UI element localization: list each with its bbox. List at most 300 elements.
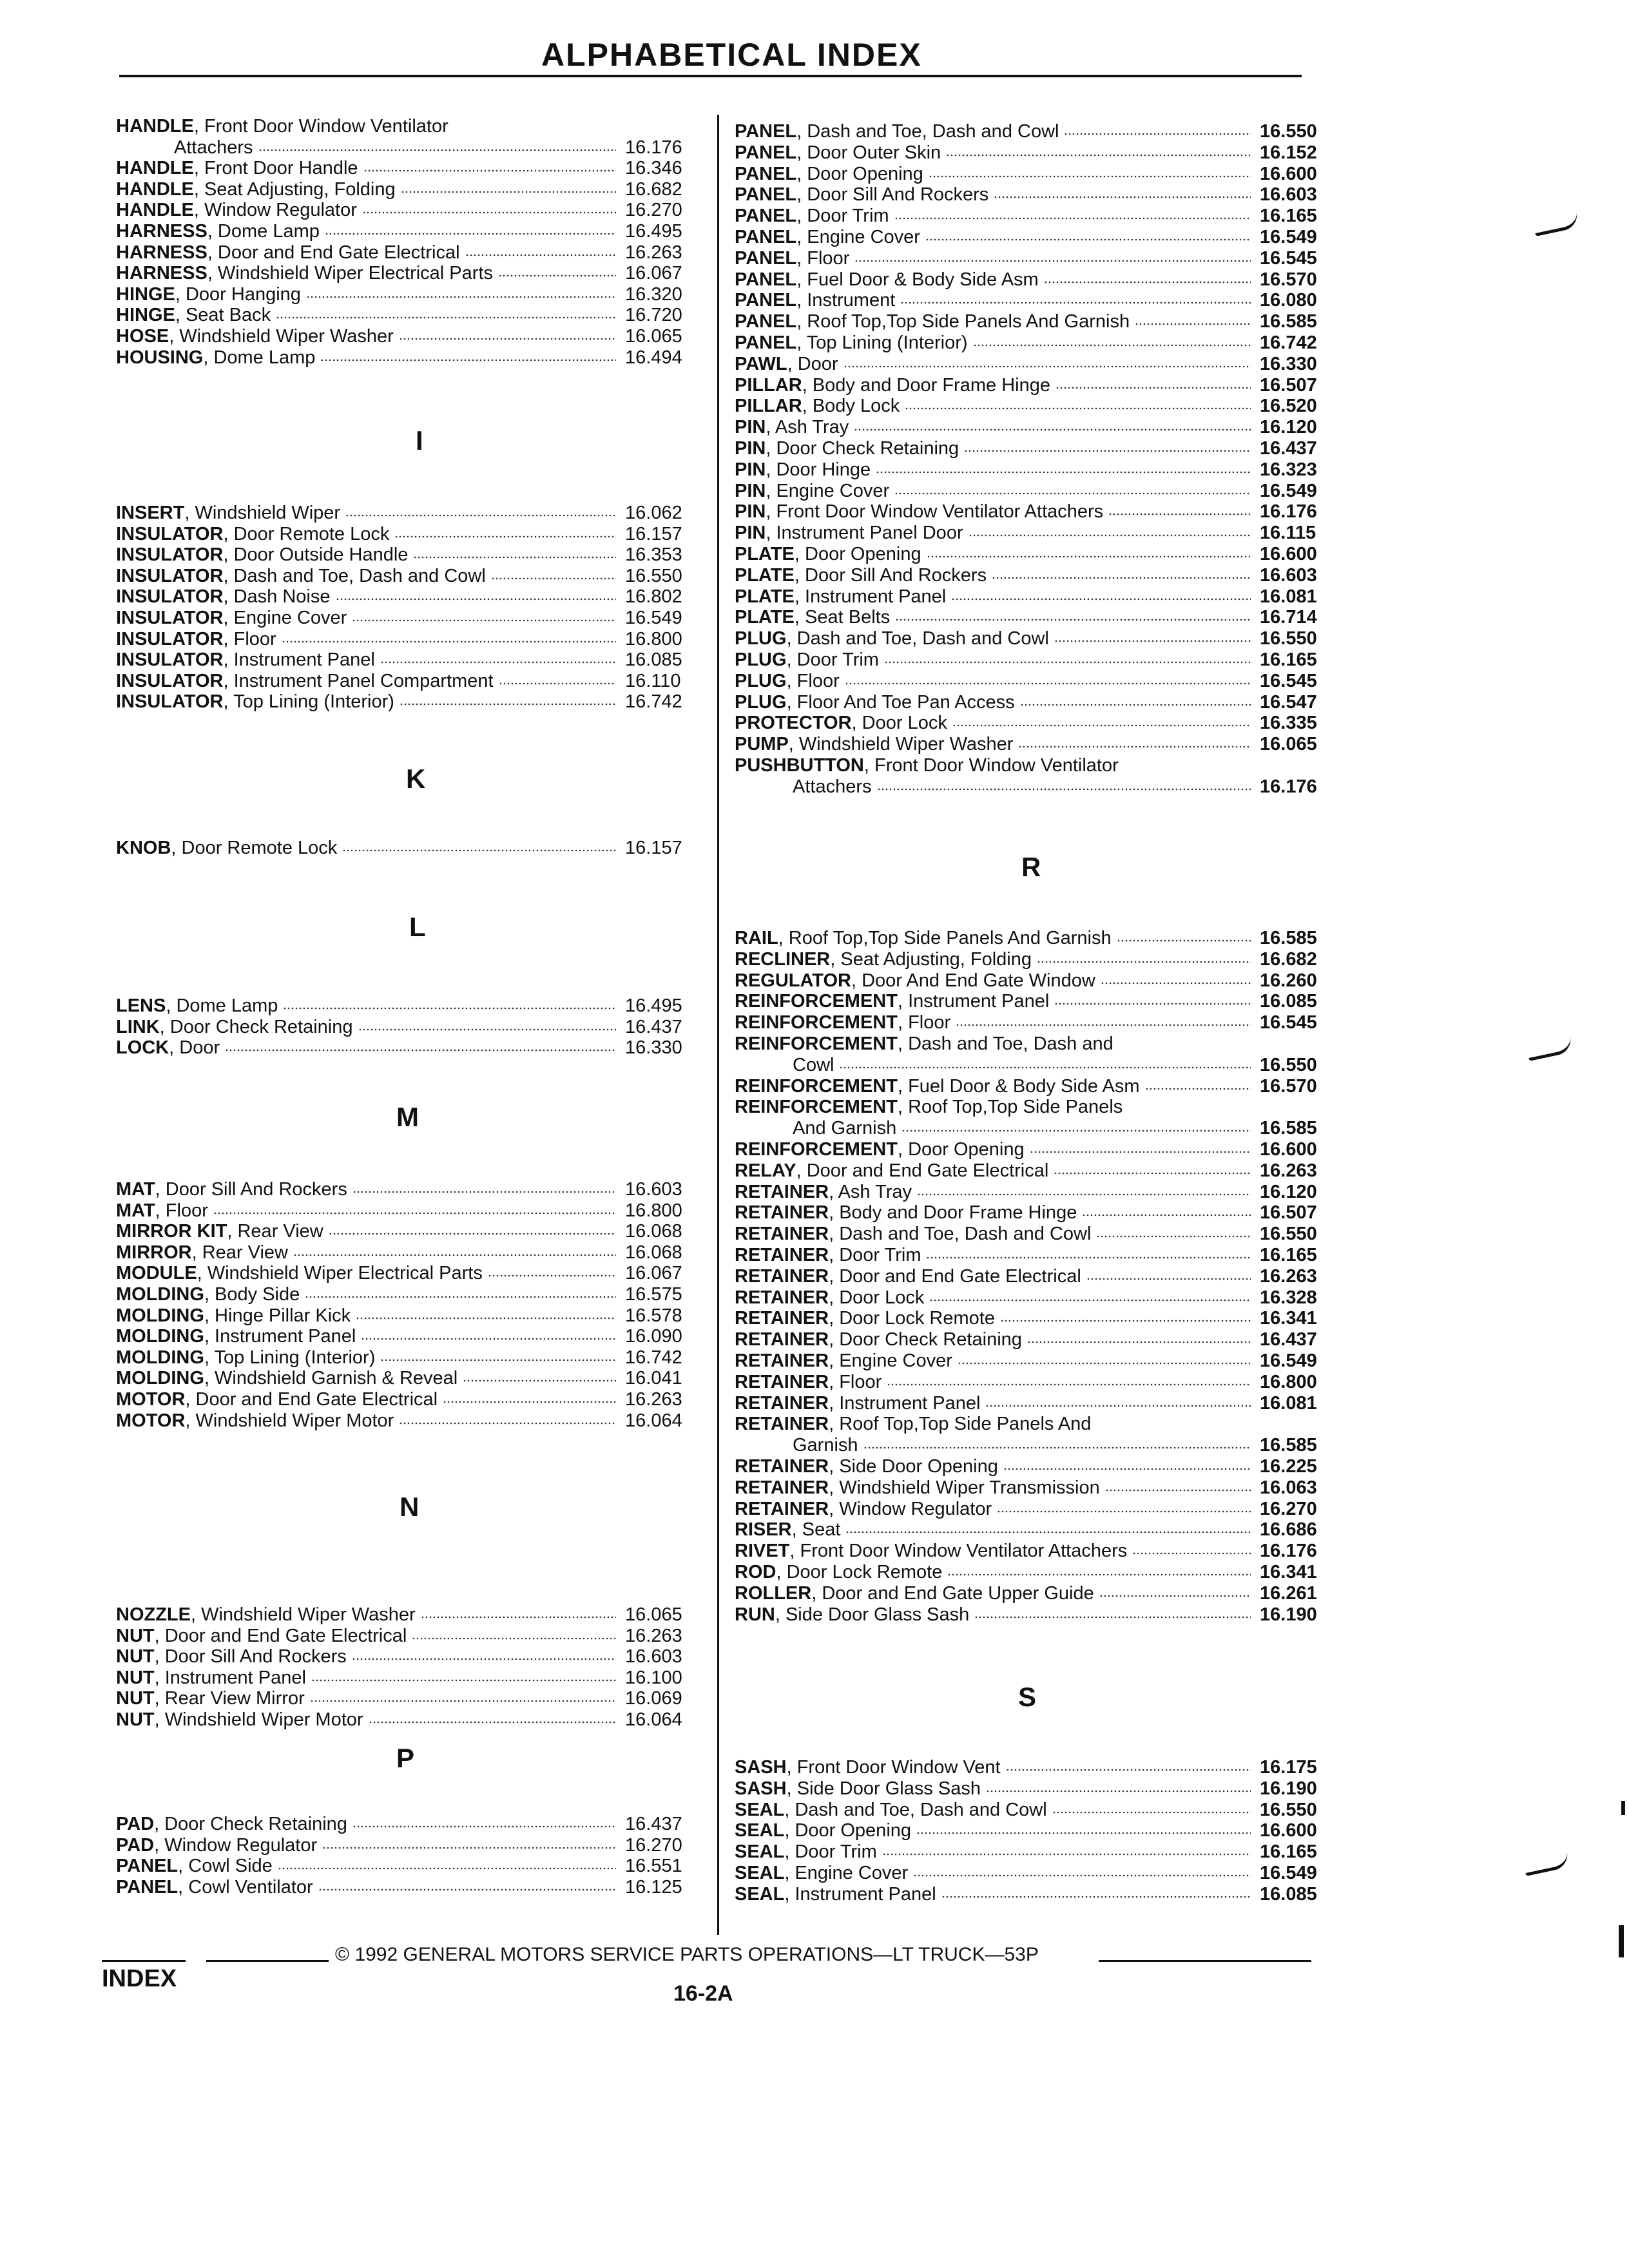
entry-reference-number: 16.800 [1260,1372,1317,1392]
entry-keyword: PLUG [735,692,787,713]
entry-label [116,1368,458,1389]
footer-copyright: © 1992 GENERAL MOTORS SERVICE PARTS OPERATIONS—LT TRUCK—53P [335,1944,1039,1965]
entry-keyword: INSULATOR [116,544,224,565]
entry-reference-number: 16.065 [625,326,682,347]
entry-keyword: HOSE [116,326,169,347]
entry-description: , Side Door Opening [829,1456,998,1477]
entry-label [116,1037,220,1059]
entry-keyword: PANEL [735,269,797,290]
dot-leader [854,428,1251,431]
entry-label [116,326,394,347]
entry-label [116,1347,375,1369]
entry-keyword: INSULATOR [116,608,224,628]
entry-keyword: SEAL [735,1863,785,1883]
entry-reference-number: 16.603 [1260,565,1317,586]
entry-description: , Door Remote Lock [171,838,338,858]
index-entry [735,1329,1337,1350]
entry-keyword: SASH [735,1778,787,1799]
entry-keyword: PANEL [735,206,797,226]
entry-label [735,1012,950,1033]
entry-keyword: PIN [735,438,766,459]
entry-label [735,184,988,206]
index-entry [735,1562,1337,1583]
entry-label [735,949,1032,970]
entry-reference-number: 16.165 [1260,1245,1317,1265]
dot-leader [1055,387,1251,389]
dot-leader [895,619,1251,621]
entry-keyword: MOTOR [116,1389,186,1410]
index-entry [735,481,1337,502]
entry-description: , Door Sill And Rockers [796,184,989,205]
dot-leader [951,598,1251,601]
entry-keyword: MOTOR [116,1410,186,1431]
entry-reference-number: 16.437 [625,1814,682,1834]
dot-leader [394,535,616,538]
entry-keyword: RETAINER [735,1393,829,1414]
entry-reference-number: 16.494 [625,347,682,368]
entry-description: , Door Lock [851,713,947,733]
entry-label [116,347,315,369]
entry-description: , Door Hinge [766,459,871,480]
section-letter: M [396,1102,419,1132]
dot-leader [974,1616,1251,1619]
entry-description: , Dome Lamp [166,995,278,1016]
page-number: 16-2A [673,1981,733,2006]
entry-reference-number: 16.600 [1260,544,1317,564]
index-entry [735,671,1337,692]
dot-leader [1054,640,1251,642]
dot-leader [1135,323,1251,325]
dot-leader [413,556,616,559]
entry-description: , Windshield Wiper Motor [185,1410,394,1431]
entry-reference-number: 16.549 [1260,1863,1317,1883]
dot-leader [258,149,617,151]
entry-label [735,692,1015,713]
index-entry [735,354,1337,375]
entry-keyword: RETAINER [735,1266,829,1287]
entry-keyword: PANEL [116,1856,178,1876]
entry-reference-number: 16.800 [625,1200,682,1221]
entry-keyword: INSULATOR [116,691,224,712]
entry-description: , Door Opening [897,1139,1025,1160]
entry-description: , Instrument Panel [204,1326,356,1347]
entry-label [735,523,963,544]
entry-reference-number: 16.549 [1260,1350,1317,1371]
index-entry [116,1604,709,1626]
entry-keyword: NUT [116,1709,155,1730]
entry-label [735,164,923,185]
entry-label [735,1224,1091,1245]
index-entry [116,1326,709,1347]
entry-keyword: KNOB [116,838,171,858]
footer-index-label: INDEX [102,1965,177,1992]
index-entry [735,1863,1337,1884]
entry-reference-number: 16.157 [625,524,682,544]
index-entry [735,1583,1337,1604]
entry-description: , Door Check Retaining [154,1814,347,1834]
entry-label [735,1456,998,1477]
entry-label [735,713,947,734]
entry-reference-number: 16.341 [1260,1562,1317,1582]
entry-description: , Dash and Toe, Dash and Cowl [796,121,1059,142]
entry-reference-number: 16.603 [625,1179,682,1200]
entry-reference-number: 16.341 [1260,1308,1317,1329]
entry-description: , Engine Cover [784,1863,909,1883]
entry-description: , Door And End Gate Window [851,970,1095,991]
entry-keyword: PANEL [735,290,797,311]
entry-description: , Door Sill And Rockers [154,1646,347,1667]
entry-reference-number: 16.437 [1260,438,1317,459]
entry-label [735,290,895,311]
entry-description: , Door Trim [786,649,879,670]
index-entry [735,970,1337,992]
index-entry [735,1456,1337,1477]
entry-keyword: PAD [116,1814,155,1834]
entry-label [735,481,889,502]
dot-leader [283,1007,616,1010]
entry-reference-number: 16.110 [625,671,681,691]
dot-leader [1101,982,1251,985]
entry-keyword: PUMP [735,734,789,754]
entry-keyword: INSULATOR [116,649,224,670]
dot-leader [352,1825,616,1828]
entry-keyword: NUT [116,1688,155,1709]
entry-keyword: PIN [735,523,766,543]
dot-leader [322,1847,616,1849]
entry-description: , Door Opening [796,164,923,184]
entry-keyword: RECLINER [735,949,831,970]
dot-leader [380,1359,616,1361]
dot-leader [1044,281,1251,284]
entry-label [735,1435,858,1456]
section-letter: P [396,1743,415,1773]
entry-keyword: INSULATOR [116,629,224,649]
dot-leader [488,1274,616,1277]
entry-reference-number: 16.437 [1260,1329,1317,1350]
entry-label [735,586,946,608]
entry-keyword: RETAINER [735,1499,829,1519]
entry-label [735,1266,1081,1287]
index-entry [735,607,1337,628]
section-letter: L [409,912,426,942]
entry-keyword: MOLDING [116,1305,204,1326]
entry-keyword: RETAINER [735,1477,829,1498]
entry-keyword: HANDLE [116,179,194,200]
index-entry [735,311,1337,332]
index-entry [735,438,1337,459]
entry-keyword: RETAINER [735,1182,829,1202]
entry-keyword: REINFORCEMENT [735,1033,898,1054]
entry-keyword: PANEL [735,142,797,163]
index-entry [735,1841,1337,1863]
entry-keyword: RETAINER [735,1456,829,1477]
entry-label [735,1245,921,1266]
entry-label [735,311,1130,332]
entry-description: Attachers [174,137,253,158]
index-entry [116,179,709,200]
dot-leader [854,260,1251,262]
dot-leader [1108,513,1251,515]
dot-leader [1020,704,1251,706]
entry-description: , Seat [791,1519,841,1540]
entry-reference-number: 16.067 [625,1263,682,1283]
entry-keyword: HINGE [116,305,175,325]
dot-leader [399,338,616,340]
index-entry [116,284,709,305]
entry-reference-number: 16.600 [1260,164,1317,184]
entry-label [116,1667,306,1689]
dot-leader [1018,745,1251,748]
index-entry [116,305,709,326]
entry-reference-number: 16.263 [625,1389,682,1410]
entry-label [116,1242,288,1264]
dot-leader [882,1853,1251,1856]
entry-reference-number: 16.353 [625,544,682,565]
entry-description: , Windshield Garnish & Reveal [204,1368,458,1389]
entry-label [735,1372,882,1393]
entry-description: , Window Regulator [154,1835,318,1856]
entry-label [735,1800,1047,1821]
entry-keyword: PIN [735,481,766,501]
margin-mark [1526,1036,1574,1061]
dot-leader [320,359,616,361]
entry-description: , Door Sill And Rockers [794,565,987,586]
entry-description: , Dome Lamp [207,221,320,242]
dot-leader [845,682,1251,685]
entry-keyword: RETAINER [735,1224,829,1244]
index-entry [735,1224,1337,1245]
entry-keyword: PLATE [735,565,795,586]
index-entry [735,734,1337,755]
entry-keyword: RETAINER [735,1372,829,1392]
index-entry [116,1835,709,1856]
entry-keyword: PAWL [735,354,787,374]
entry-keyword: LINK [116,1017,160,1037]
index-entry [116,1667,709,1689]
entry-label [735,1820,911,1841]
dot-leader [985,1405,1251,1407]
index-entry [116,503,709,524]
entry-description: , Instrument Panel [784,1884,936,1905]
index-entry [116,544,709,566]
entry-label [116,1017,353,1038]
entry-keyword: PANEL [116,1877,178,1898]
entry-keyword: RUN [735,1604,775,1625]
entry-description: , Body Lock [802,396,900,416]
entry-reference-number: 16.270 [1260,1499,1317,1519]
entry-reference-number: 16.550 [1260,1800,1317,1820]
entry-keyword: NUT [116,1626,155,1646]
entry-keyword: PIN [735,501,766,522]
margin-mark [1523,1851,1570,1876]
entry-reference-number: 16.064 [625,1709,682,1730]
entry-label [735,501,1103,523]
entry-keyword: MIRROR KIT [116,1221,227,1242]
index-entry [116,1410,709,1432]
dot-leader [352,1658,616,1660]
entry-reference-number: 16.551 [625,1856,682,1876]
index-entry [735,396,1337,417]
entry-reference-number: 16.328 [1260,1287,1317,1308]
dot-leader [498,274,616,277]
index-entry [735,1778,1337,1800]
index-entry [735,1393,1337,1414]
dot-leader [916,1832,1251,1834]
index-entry [116,1389,709,1410]
entry-label [116,305,271,326]
entry-description: , Body and Door Frame Hinge [829,1202,1077,1223]
index-entry [735,142,1337,164]
entry-description: , Instrument Panel [154,1667,306,1688]
index-entry [116,1017,709,1038]
entry-keyword: LENS [116,995,166,1016]
index-entry [735,776,1337,798]
entry-keyword: RIVET [735,1541,790,1561]
entry-description: , Windshield Wiper Electrical Parts [197,1263,483,1283]
index-entry [116,137,709,159]
index-entry [735,164,1337,185]
entry-description: , Windshield Wiper Transmission [829,1477,1100,1498]
entry-label [116,242,460,264]
entry-label [116,221,320,242]
entry-reference-number: 16.062 [625,503,682,523]
index-entry [735,269,1337,291]
entry-reference-number: 16.545 [1260,248,1317,269]
entry-label [735,1757,1001,1778]
entry-label [116,995,278,1017]
entry-label [735,121,1059,142]
entry-description: , Door [169,1037,220,1058]
entry-label [735,1202,1077,1224]
entry-keyword: LOCK [116,1037,169,1058]
entry-reference-number: 16.549 [625,608,682,628]
entry-description: , Engine Cover [829,1350,952,1371]
entry-reference-number: 16.600 [1260,1139,1317,1160]
entry-description: , Instrument [796,290,896,311]
index-entry [735,1350,1337,1372]
entry-reference-number: 16.260 [1260,970,1317,991]
entry-keyword: SEAL [735,1884,785,1905]
entry-reference-number: 16.175 [1260,1757,1317,1778]
entry-keyword: SEAL [735,1841,785,1862]
dot-leader [927,555,1251,558]
entry-reference-number: 16.115 [1260,523,1316,543]
dot-leader [369,1721,616,1724]
entry-label [116,263,493,284]
section-letter: R [1021,852,1041,882]
dot-leader [884,661,1251,664]
entry-label [735,1562,942,1583]
entry-keyword: HARNESS [116,263,207,284]
index-entry [735,755,1337,776]
entry-keyword: HOUSING [116,347,204,368]
entry-label [735,1160,1048,1182]
entry-keyword: RAIL [735,928,778,948]
entry-reference-number: 16.176 [1260,776,1317,797]
entry-label [735,607,890,628]
dot-leader [311,1679,616,1682]
entry-reference-number: 16.090 [625,1326,682,1347]
index-entry [116,1284,709,1305]
entry-description: , Rear View [191,1242,288,1263]
entry-keyword: RETAINER [735,1308,829,1329]
entry-label [116,1646,347,1667]
entry-description: , Body Side [204,1284,300,1305]
entry-description: , Dash and Toe, Dash and [897,1033,1113,1054]
entry-reference-number: 16.157 [625,838,682,858]
entry-description: , Floor [796,248,850,269]
index-entry [735,290,1337,311]
entry-reference-number: 16.100 [625,1667,682,1688]
entry-keyword: PANEL [735,227,797,247]
entry-reference-number: 16.225 [1260,1456,1317,1477]
entry-description: , Door Lock Remote [776,1562,943,1582]
section-letter: I [416,425,423,456]
entry-reference-number: 16.065 [625,1604,682,1625]
entry-label [735,734,1013,755]
dot-leader [329,1233,616,1235]
page-title: ALPHABETICAL INDEX [541,37,922,73]
entry-label [116,524,389,545]
entry-reference-number: 16.064 [625,1410,682,1431]
index-entry [735,121,1337,142]
entry-label [116,1263,483,1284]
entry-description: , Front Door Window Vent [786,1757,1001,1778]
entry-label [735,1055,834,1076]
index-entry [116,586,709,608]
index-entry [735,1139,1337,1160]
entry-label [116,608,347,629]
dot-leader [1096,1235,1251,1238]
entry-reference-number: 16.263 [625,242,682,263]
footer-rule-right [1099,1960,1311,1962]
entry-keyword: RETAINER [735,1414,829,1434]
entry-description: Garnish [793,1435,858,1456]
index-entry [116,566,709,587]
entry-label [735,1139,1025,1160]
entry-keyword: NOZZLE [116,1604,191,1625]
title-rule [119,75,1302,77]
dot-leader [306,296,616,298]
entry-reference-number: 16.575 [625,1284,682,1305]
entry-description: , Seat Back [175,305,271,325]
entry-label [116,1410,394,1432]
index-entry [735,949,1337,970]
entry-reference-number: 16.165 [1260,206,1317,226]
entry-keyword: HANDLE [116,200,194,220]
dot-leader [463,1379,616,1382]
entry-keyword: RISER [735,1519,792,1540]
entry-label [735,142,941,164]
entry-label [116,586,331,608]
entry-description: , Side Door Glass Sash [786,1778,981,1799]
entry-label [735,649,879,671]
entry-keyword: PLATE [735,607,795,628]
entry-description: , Instrument Panel [829,1393,981,1414]
entry-description: , Dash and Toe, Dash and Cowl [786,628,1049,649]
entry-keyword: PUSHBUTTON [735,755,864,776]
entry-reference-number: 16.545 [1260,671,1317,691]
entry-keyword: MODULE [116,1263,197,1283]
index-entry [735,1477,1337,1499]
dot-leader [894,217,1251,220]
entry-keyword: SEAL [735,1800,785,1820]
index-entry [735,1757,1337,1778]
entry-description: , Door and End Gate Electrical [154,1626,407,1646]
entry-reference-number: 16.547 [1260,692,1317,713]
entry-reference-number: 16.549 [1260,481,1317,501]
entry-label [735,991,1049,1012]
